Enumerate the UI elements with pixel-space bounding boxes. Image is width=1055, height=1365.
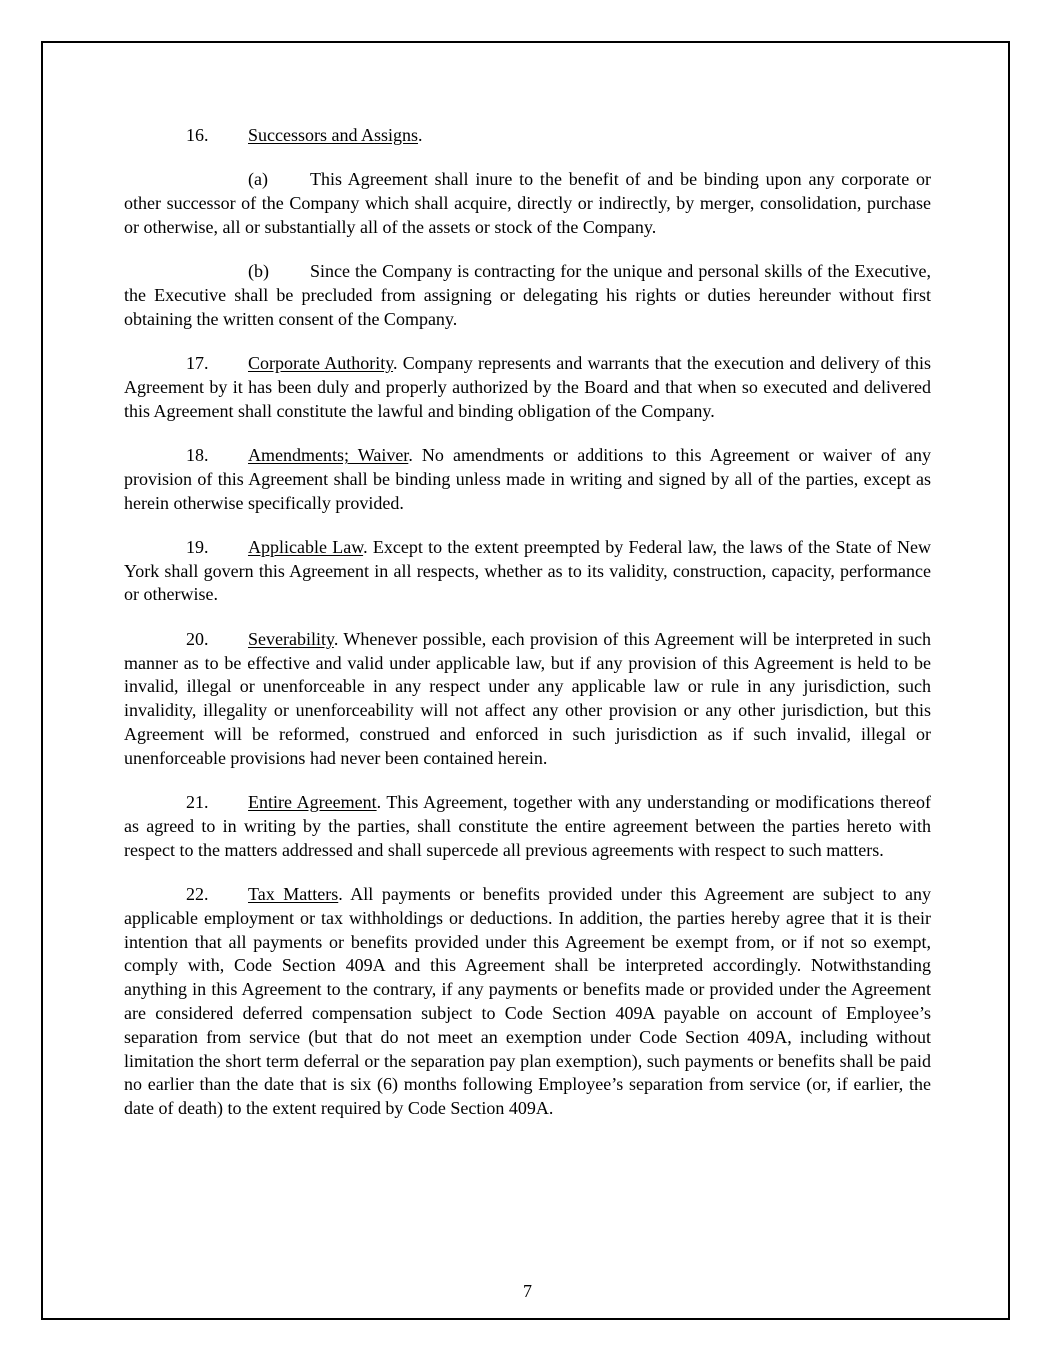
- section-16-a: [124, 168, 931, 239]
- section-text: . All payments or benefits provided under this Agreement are subject to any applicable employment or tax withholdings or deductions. In addition, the parties hereby agree that it is their intention that all payments or benefits provided under this Agreement be exempt from, or if not so exempt, comply with, Code Section 409A and this Agreement shall be interpreted accordingly. Notwithstanding anything in this Agreement to the contrary, if any payments or benefits made or provided under the Agreement are considered deferred compensation subject to Code Section 409A payable on account of Employee’s separation from service (but that do not meet an exemption under Code Section 409A, including without limitation the short term deferral or the separation pay plan exemption), such payments or benefits shall be paid no earlier than the date that is six (6) months following Employee’s separation from service (or, if earlier, the date of death) to the extent required by Code Section 409A.: [124, 883, 931, 1119]
- section-20: [124, 628, 931, 771]
- subsection-label: (b): [248, 261, 269, 282]
- section-number: 18.: [186, 444, 209, 465]
- subsection-text: Since the Company is contracting for the unique and personal skills of the Executive, the Executive shall be precluded from assigning or delegating his rights or duties hereunder without first obtaining the written consent of the Company.: [124, 261, 931, 329]
- section-title-period: .: [418, 125, 423, 145]
- section-21: [124, 791, 931, 862]
- subsection-label: (a): [248, 169, 268, 190]
- section-title: Severability: [248, 628, 334, 649]
- section-text: . Company represents and warrants that the execution and delivery of this Agreement by it has been duly and properly authorized by the Board and that when so executed and delivered this Agreement shall constitute the lawful and binding obligation of the Company.: [124, 353, 931, 421]
- section-16-b: [124, 260, 931, 331]
- section-number: 19.: [186, 536, 209, 557]
- section-16-heading: [124, 124, 931, 148]
- section-title: Tax Matters: [248, 883, 339, 904]
- section-number: 22.: [186, 883, 209, 904]
- section-19: [124, 536, 931, 607]
- section-number: 21.: [186, 792, 209, 813]
- section-title: Corporate Authority: [248, 353, 394, 374]
- subsection-text: This Agreement shall inure to the benefit of and be binding upon any corporate or other successor of the Company which shall acquire, directly or indirectly, by merger, consolidation, purchase or otherwise, all or substantially all of the assets or stock of the Company.: [124, 169, 931, 237]
- section-title: Successors and Assigns: [248, 125, 418, 145]
- section-number: 17.: [186, 353, 209, 374]
- section-text: . No amendments or additions to this Agreement or waiver of any provision of this Agreement shall be binding unless made in writing and signed by all of the parties, except as herein otherwise specifically provided.: [124, 444, 931, 513]
- page-number: 7: [523, 1281, 532, 1301]
- section-number: 20.: [186, 628, 209, 649]
- section-text: . Whenever possible, each provision of this Agreement will be interpreted in such manner as to be effective and valid under applicable law, but if any provision of this Agreement is held to be invalid, illegal or unenforceable in any respect under any applicable law or rule in any jurisdiction, such invalidity, illegality or unenforceability will not affect any other provision or any other jurisdiction, but this Agreement will be reformed, construed and enforced in such jurisdiction as if such invalid, illegal or unenforceable provisions had never been contained herein.: [124, 628, 931, 768]
- document-body: [124, 124, 931, 1141]
- section-title: Applicable Law: [248, 536, 364, 557]
- section-number: 16.: [186, 125, 209, 145]
- section-text: . This Agreement, together with any understanding or modifications thereof as agreed to in writing by the parties, shall constitute the entire agreement between the parties hereto with respect to the matters addressed and shall supercede all previous agreements with respect to such matters.: [124, 792, 931, 860]
- section-22: [124, 883, 931, 1121]
- section-17: [124, 352, 931, 423]
- section-title: Entire Agreement: [248, 792, 377, 813]
- section-text: . Except to the extent preempted by Federal law, the laws of the State of New York shall govern this Agreement in all respects, whether as to its validity, construction, capacity, performance or otherwise.: [124, 536, 931, 605]
- section-title: Amendments; Waiver: [248, 444, 409, 465]
- section-18: [124, 444, 931, 515]
